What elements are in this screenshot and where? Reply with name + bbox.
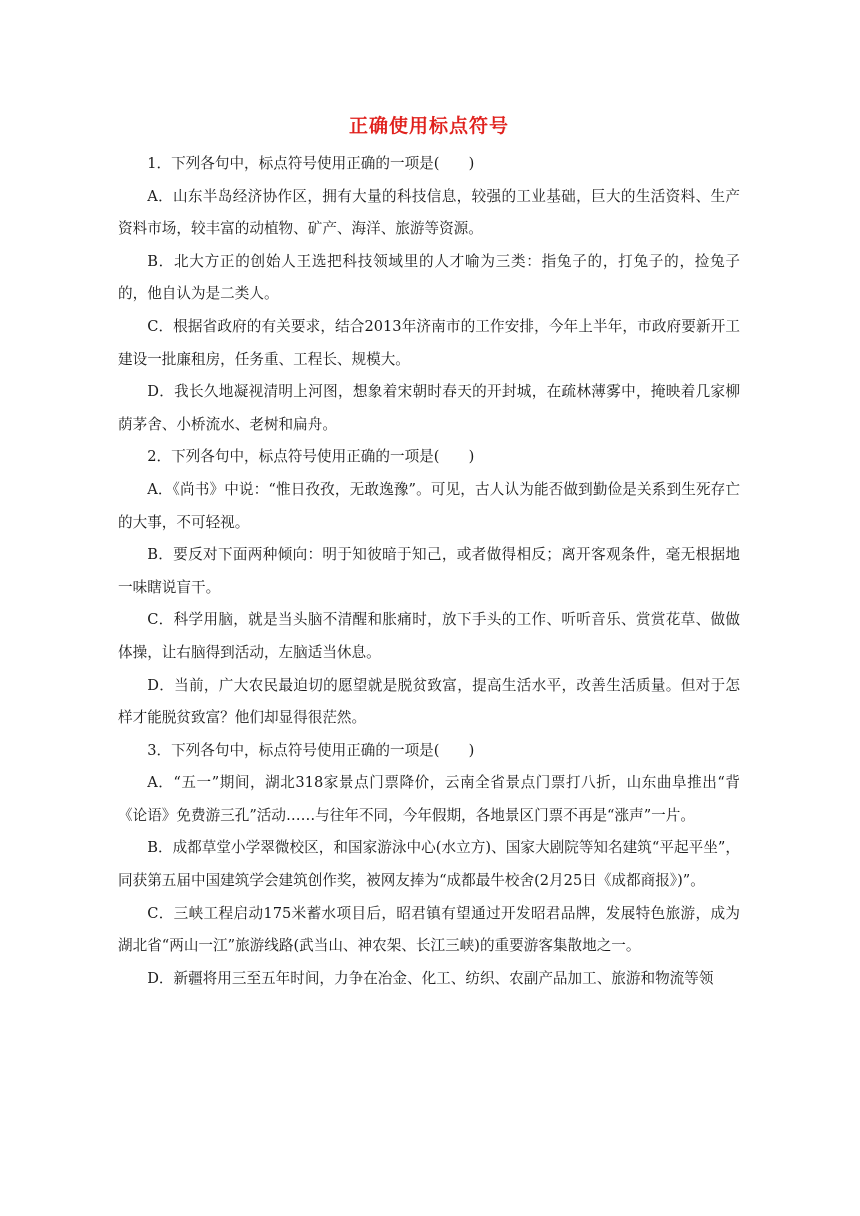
option-a: A．山东半岛经济协作区，拥有大量的科技信息，较强的工业基础，巨大的生活资料、生产资料市场，较丰富的动植物、矿产、海洋、旅游等资源。 xyxy=(118,187,740,238)
question-stem: 1．下列各句中，标点符号使用正确的一项是( ) xyxy=(147,155,475,172)
option-b: B．成都草堂小学翠微校区，和国家游泳中心(水立方)、国家大剧院等知名建筑“平起平坐”，同获第五届中国建筑学会建筑创作奖，被网友捧为“成都最牛校舍(2月25日《成都商报》)”。 xyxy=(118,839,740,890)
option-c: C．科学用脑，就是当头脑不清醒和胀痛时，放下手头的工作、听听音乐、赏赏花草、做做体操，让右脑得到活动，左脑适当休息。 xyxy=(118,611,740,661)
option-b: B．要反对下面两种倾向：明于知彼暗于知己，或者做得相反；离开客观条件，毫无根据地一味瞎说盲干。 xyxy=(118,546,740,596)
question-stem: 3．下列各句中，标点符号使用正确的一项是( ) xyxy=(147,741,475,759)
question-2 xyxy=(118,441,740,734)
option-a: A．“五一”期间，湖北318家景点门票降价，云南全省景点门票打八折，山东曲阜推出“背《论语》免费游三孔”活动……与往年不同，今年假期，各地景区门票不再是“涨声”一片。 xyxy=(118,774,740,824)
option-b: B．北大方正的创始人王选把科技领域里的人才喻为三类：指兔子的，打兔子的，捡兔子的，他自认为是二类人。 xyxy=(118,252,740,303)
question-1 xyxy=(118,148,740,441)
option-c: C．三峡工程启动175米蓄水项目后，昭君镇有望通过开发昭君品牌，发展特色旅游，成为湖北省“两山一江”旅游线路(武当山、神农架、长江三峡)的重要游客集散地之一。 xyxy=(118,904,740,955)
document-title: 正确使用标点符号 xyxy=(348,115,509,137)
option-c: C．根据省政府的有关要求，结合2013年济南市的工作安排，今年上半年，市政府要新开工建设一批廉租房，任务重、工程长、规模大。 xyxy=(118,317,740,368)
document-page xyxy=(118,112,740,995)
question-3 xyxy=(118,735,740,996)
option-a: A．《尚书》中说：“惟日孜孜，无敢逸豫”。可见，古人认为能否做到勤俭是关系到生死存亡的大事，不可轻视。 xyxy=(118,480,740,531)
option-d: D．新疆将用三至五年时间，力争在冶金、化工、纺织、农副产品加工、旅游和物流等领 xyxy=(147,969,714,987)
option-d: D．我长久地凝视清明上河图，想象着宋朝时春天的开封城，在疏林薄雾中，掩映着几家柳荫茅舍、小桥流水、老树和扁舟。 xyxy=(118,383,740,433)
question-stem: 2．下列各句中，标点符号使用正确的一项是( ) xyxy=(147,448,475,466)
option-d: D．当前，广大农民最迫切的愿望就是脱贫致富，提高生活水平，改善生活质量。但对于怎样才能脱贫致富？他们却显得很茫然。 xyxy=(118,676,740,727)
